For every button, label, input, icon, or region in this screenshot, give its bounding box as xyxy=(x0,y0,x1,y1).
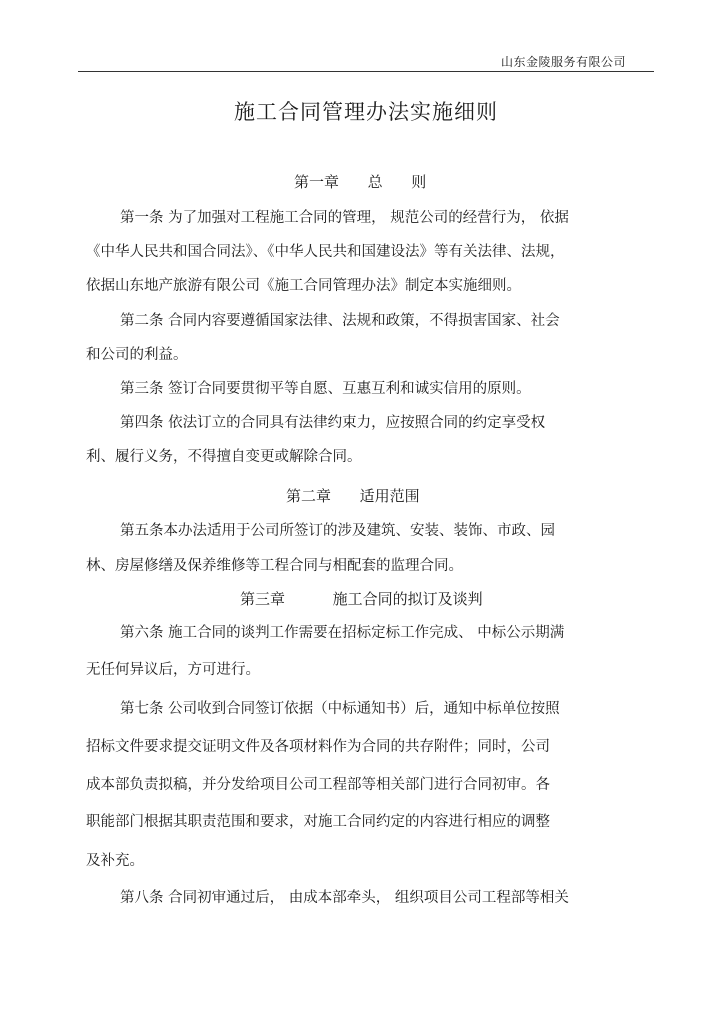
article-7-line-3: 成本部负责拟稿，并分发给项目公司工程部等相关部门进行合同初审。各 xyxy=(86,777,550,793)
chapter-heading-1: 第一章 总 则 xyxy=(294,173,427,191)
chapter-heading-2: 第二章 适用范围 xyxy=(286,487,420,505)
article-7-line-4: 职能部门根据其职责范围和要求，对施工合同约定的内容进行相应的调整 xyxy=(86,814,550,830)
article-5-line-2: 林、房屋修缮及保养维修等工程合同与相配套的监理合同。 xyxy=(86,558,463,574)
article-6-line-2: 无任何异议后，方可进行。 xyxy=(86,662,260,678)
article-1-line-3: 依据山东地产旅游有限公司《施工合同管理办法》制定本实施细则。 xyxy=(86,278,521,294)
article-4-line-2: 利、履行义务，不得擅自变更或解除合同。 xyxy=(86,449,362,465)
article-7-line-2: 招标文件要求提交证明文件及各项材料作为合同的共存附件；同时，公司 xyxy=(86,739,550,755)
article-1-line-1: 第一条 为了加强对工程施工合同的管理， 规范公司的经营行为， 依据 xyxy=(120,210,569,226)
header-divider xyxy=(78,71,654,72)
document-title: 施工合同管理办法实施细则 xyxy=(234,100,498,124)
article-8-line-1: 第八条 合同初审通过后， 由成本部牵头， 组织项目公司工程部等相关 xyxy=(120,890,569,906)
header-company-name: 山东金陵服务有限公司 xyxy=(500,55,626,69)
chapter-heading-3: 第三章 施工合同的拟订及谈判 xyxy=(240,590,483,608)
article-3-line-1: 第三条 签订合同要贯彻平等自愿、互惠互利和诚实信用的原则。 xyxy=(120,381,531,397)
article-1-line-2: 《中华人民共和国合同法》、《中华人民共和国建设法》等有关法律、法规， xyxy=(86,244,565,260)
article-7-line-1: 第七条 公司收到合同签订依据（中标通知书）后，通知中标单位按照 xyxy=(120,701,560,717)
article-4-line-1: 第四条 依法订立的合同具有法律约束力，应按照合同的约定享受权 xyxy=(120,415,546,431)
article-6-line-1: 第六条 施工合同的谈判工作需要在招标定标工作完成、 中标公示期满 xyxy=(120,625,565,641)
article-2-line-2: 和公司的利益。 xyxy=(86,347,188,363)
article-5-line-1: 第五条本办法适用于公司所签订的涉及建筑、安装、装饰、市政、园 xyxy=(120,523,555,539)
article-7-line-5: 及补充。 xyxy=(86,853,144,869)
article-2-line-1: 第二条 合同内容要遵循国家法律、法规和政策，不得损害国家、社会 xyxy=(120,313,560,329)
